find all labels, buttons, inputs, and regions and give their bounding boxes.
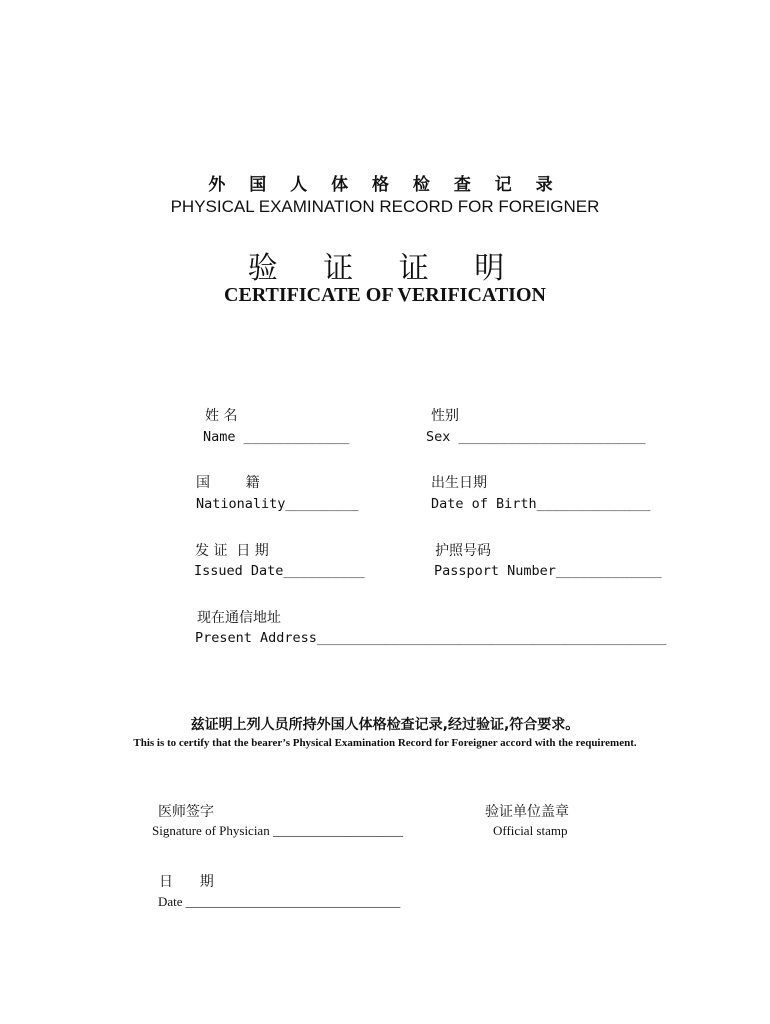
stamp-label-cn: 验证单位盖章 <box>485 804 569 820</box>
date-field: Date _________________________________ <box>158 894 401 909</box>
dob-field: Date of Birth______________ <box>431 496 651 512</box>
title-chinese: 外 国 人 体 格 检 查 记 录 <box>208 175 562 195</box>
passport-label-cn: 护照号码 <box>435 543 491 559</box>
sex-field: Sex _______________________ <box>426 429 646 445</box>
issued-date-label-cn: 发 证 日 期 <box>195 543 269 559</box>
physician-signature-field: Signature of Physician ____________________ <box>152 823 403 838</box>
passport-field: Passport Number_____________ <box>434 563 662 579</box>
issued-date-field: Issued Date__________ <box>194 563 365 579</box>
official-stamp-label: Official stamp <box>493 823 568 838</box>
statement-english: This is to certify that the bearer’s Physical Examination Record for Foreigner accord with the requirement. <box>133 737 637 749</box>
subtitle-english: CERTIFICATE OF VERIFICATION <box>224 284 546 306</box>
subtitle-chinese: 验 证 证 明 <box>247 251 523 286</box>
address-field: Present Address___________________________________________ <box>195 630 667 646</box>
nationality-label-cn: 国 籍 <box>196 475 260 491</box>
address-label-cn: 现在通信地址 <box>197 610 281 626</box>
nationality-field: Nationality_________ <box>196 496 359 512</box>
name-label-cn: 姓 名 <box>205 408 238 424</box>
physician-label-cn: 医师签字 <box>158 804 214 820</box>
sex-label-cn: 性别 <box>431 408 459 424</box>
statement-chinese: 兹证明上列人员所持外国人体格检查记录,经过验证,符合要求。 <box>190 717 580 733</box>
title-english: PHYSICAL EXAMINATION RECORD FOR FOREIGNER <box>170 197 600 216</box>
name-field: Name _____________ <box>203 429 350 445</box>
dob-label-cn: 出生日期 <box>431 475 487 491</box>
date-label-cn: 日 期 <box>159 874 214 890</box>
